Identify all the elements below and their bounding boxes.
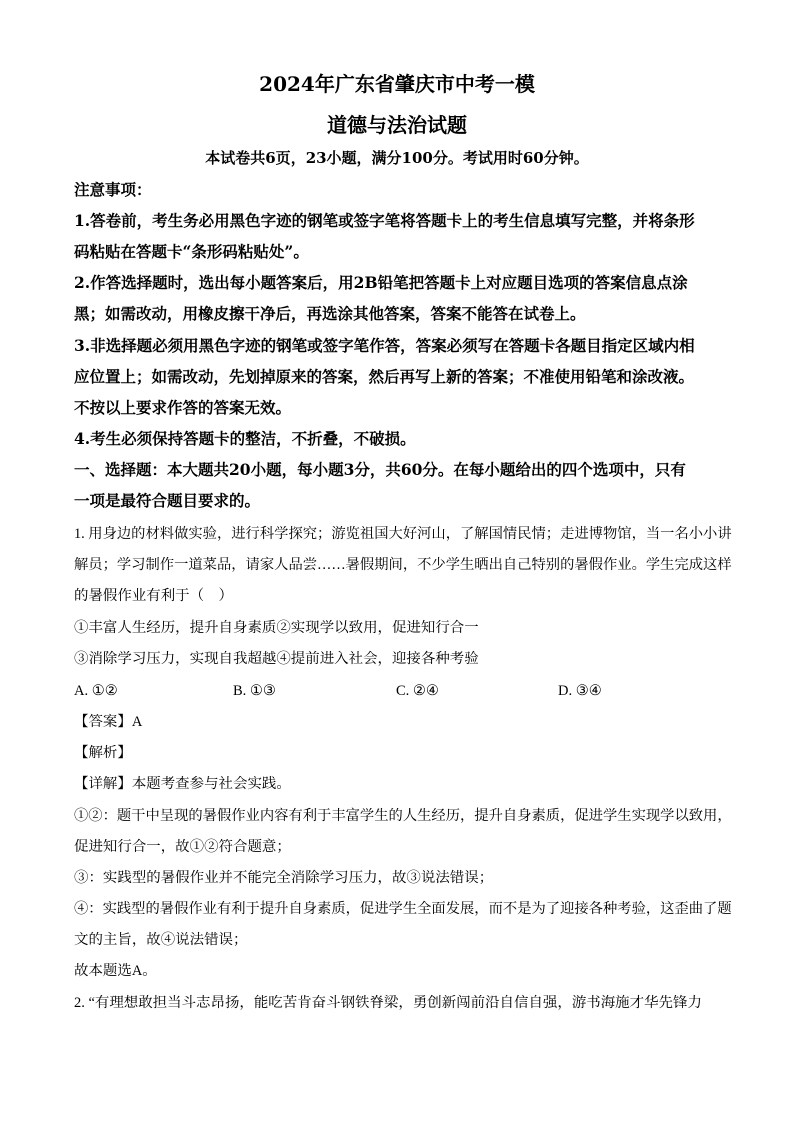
note-line: 不按以上要求作答的答案无效。 xyxy=(74,398,292,417)
q1-statement: ①丰富人生经历，提升自身素质②实现学以致用，促进知行合一 xyxy=(74,620,479,636)
q1-option-b: B. ①③ xyxy=(233,683,276,699)
q1-stem-line: 1. 用身边的材料做实验，进行科学探究；游览祖国大好河山，了解国情民情；走进博物馆，当一名小小讲 xyxy=(74,526,732,542)
q1-detail-line: 文的主旨，故④说法错误； xyxy=(74,932,248,948)
note-line: 1.答卷前，考生务必用黑色字迹的钢笔或签字笔将答题卡上的考生信息填写完整，并将条形 xyxy=(74,211,695,230)
q1-detail-line: 故本题选A。 xyxy=(74,963,157,979)
q1-option-a: A. ①② xyxy=(74,683,118,699)
q1-stem-line: 的暑假作业有利于（ ） xyxy=(74,588,233,604)
q1-option-d: D. ③④ xyxy=(558,683,602,699)
q1-stem-line: 解员；学习制作一道菜品，请家人品尝……暑假期间，不少学生晒出自己特别的暑假作业。学生完成这样 xyxy=(74,557,732,573)
exam-info: 本试卷共6页，23小题，满分100分。考试用时60分钟。 xyxy=(205,149,589,167)
q1-detail-line: ④：实践型的暑假作业有利于提升自身素质，促进学生全面发展，而不是为了迎接各种考验，这歪曲了题 xyxy=(74,901,732,917)
section-heading: 一项是最符合题目要求的。 xyxy=(74,491,261,510)
q1-answer: 【答案】A xyxy=(74,714,143,730)
note-line: 3.非选择题必须用黑色字迹的钢笔或签字笔作答，答案必须写在答题卡各题目指定区域内相 xyxy=(74,336,695,355)
q1-detail-line: ③：实践型的暑假作业并不能完全消除学习压力，故③说法错误； xyxy=(74,870,494,886)
q1-detail-line: 促进知行合一，故①②符合题意； xyxy=(74,839,291,855)
q1-statement: ③消除学习压力，实现自我超越④提前进入社会，迎接各种考验 xyxy=(74,651,479,667)
subject-title: 道德与法治试题 xyxy=(327,113,467,137)
note-line: 4.考生必须保持答题卡的整洁，不折叠，不破损。 xyxy=(74,429,416,448)
note-line: 应位置上；如需改动，先划掉原来的答案，然后再写上新的答案；不准使用铅笔和涂改液。 xyxy=(74,367,695,386)
note-line: 2.作答选择题时，选出每小题答案后，用2B铅笔把答题卡上对应题目选项的答案信息点涂 xyxy=(74,273,688,292)
q1-analysis-label: 【解析】 xyxy=(74,745,132,761)
q2-stem-line: 2. “有理想敢担当斗志昂扬，能吃苦肯奋斗钢铁脊梁，勇创新闯前沿自信自强，游书海施才华先锋力 xyxy=(74,995,702,1011)
note-line: 码粘贴在答题卡“条形码粘贴处”。 xyxy=(74,242,309,261)
q1-detail-line: ①②：题干中呈现的暑假作业内容有利于丰富学生的人生经历，提升自身素质，促进学生实现学以致用， xyxy=(74,808,732,824)
section-heading: 一、选择题：本大题共20小题，每小题3分，共60分。在每小题给出的四个选项中，只有 xyxy=(74,460,686,479)
note-line: 黑；如需改动，用橡皮擦干净后，再选涂其他答案，答案不能答在试卷上。 xyxy=(74,304,586,323)
exam-title: 2024年广东省肇庆市中考一模 xyxy=(259,72,535,96)
q1-option-c: C. ②④ xyxy=(396,683,439,699)
notes-heading: 注意事项： xyxy=(74,180,152,199)
q1-detail-line: 【详解】本题考查参与社会实践。 xyxy=(74,776,291,792)
